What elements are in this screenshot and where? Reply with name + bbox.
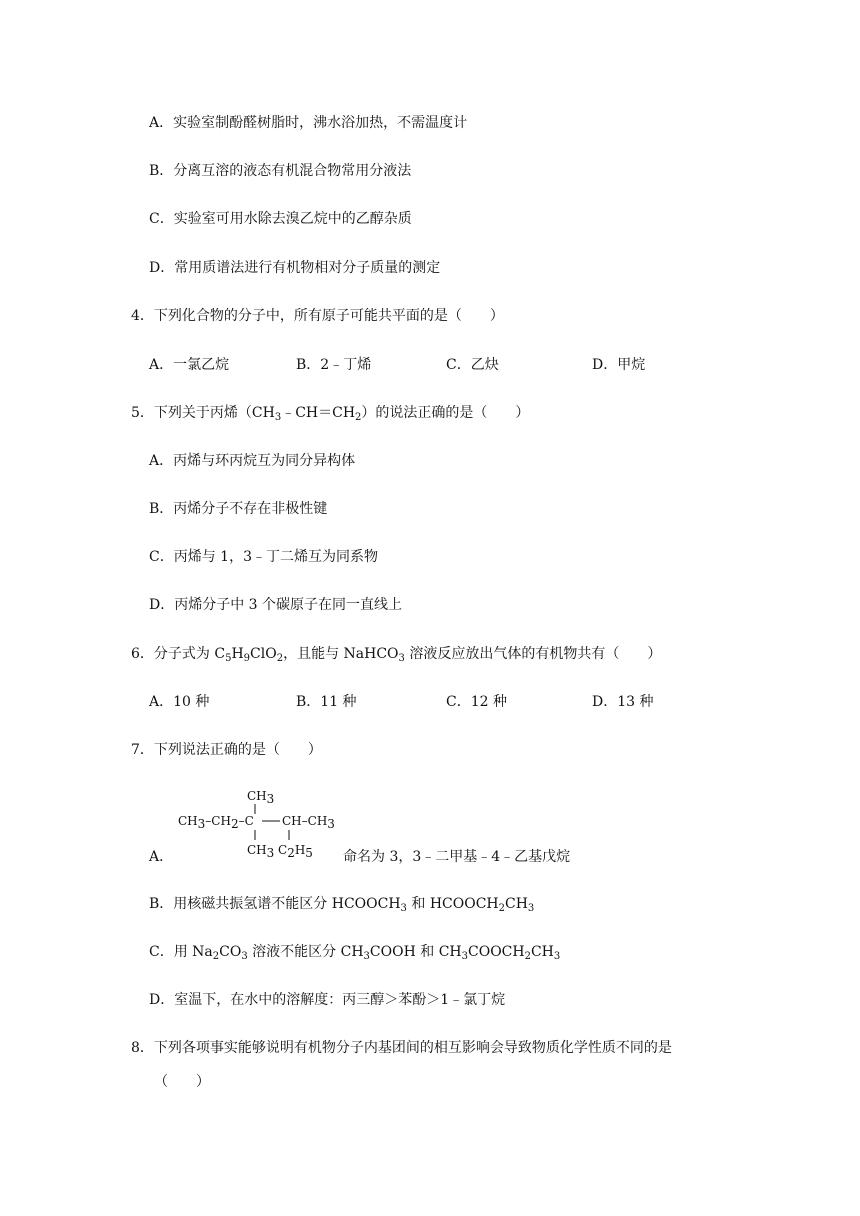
q5-option-d: D．丙烯分子中 3 个碳原子在同一直线上 [149,597,403,613]
q4-option-c: C．乙炔 [446,357,499,373]
q8-stem: 8．下列各项事实能够说明有机物分子内基团间的相互影响会导致物质化学性质不同的是 [131,1040,672,1056]
q5-option-b: B．丙烯分子不存在非极性键 [149,501,328,517]
q7-option-b: B．用核磁共振氢谱不能区分 $HCOOCH_3$ 和 $HCOOCH_2CH_3$ [149,896,535,914]
q6-option-d: D．13 种 [592,694,654,710]
q5-stem: 5．下列关于丙烯$(CH_3﹣CH=CH_2)$的说法正确的是（ ） [131,405,530,423]
q4-stem: 4．下列化合物的分子中，所有原子可能共平面的是（ ） [131,308,504,324]
q3-option-a: A．实验室制酚醛树脂时，沸水浴加热，不需温度计 [149,115,468,131]
struct-bottom-methyl: CH3 [247,843,275,860]
struct-bottom-ethyl: C2H5 [278,843,313,860]
q6-option-c: C．12 种 [446,694,507,710]
q5-option-c: C．丙烯与 1，3﹣丁二烯互为同系物 [149,549,378,565]
q7-option-d: D．室温下，在水中的溶解度：丙三醇＞苯酚＞1﹣氯丁烷 [149,992,506,1008]
q5-option-a: A．丙烯与环丙烷互为同分异构体 [149,453,356,469]
q4-option-d: D．甲烷 [592,357,646,373]
q7-option-a-label: A． [149,849,174,865]
q6-option-b: B．11 种 [296,694,357,710]
q3-option-c: C．实验室可用水除去溴乙烷中的乙醇杂质 [149,211,412,227]
q7-option-a-text: 命名为 3，3﹣二甲基﹣4﹣乙基戊烷 [343,849,571,865]
struct-right-group: CH–CH3 [282,814,335,831]
struct-left-group: CH3–CH2–C [178,814,254,831]
q3-option-d: D．常用质谱法进行有机物相对分子质量的测定 [149,260,441,276]
q3-option-b: B．分离互溶的液态有机混合物常用分液法 [149,163,412,179]
q6-option-a: A．10 种 [149,694,210,710]
q8-answer-paren: （ ） [154,1074,210,1090]
q4-option-b: B．2﹣丁烯 [296,357,372,373]
q7-structural-formula [178,786,348,866]
q7-stem: 7．下列说法正确的是（ ） [131,742,322,758]
struct-top-methyl: CH3 [247,789,275,806]
q7-option-c: C．用 $Na_2CO_3$ 溶液不能区分 $CH_3COOH$ 和 $CH_3COOCH_2CH_3$ [149,944,561,962]
q6-stem: 6．分子式为 $C_5H_9ClO_2$，且能与 NaHCO$_3$ 溶液反应放出气体的有机物共有（ ） [131,646,662,664]
q4-option-a: A．一氯乙烷 [149,357,230,373]
